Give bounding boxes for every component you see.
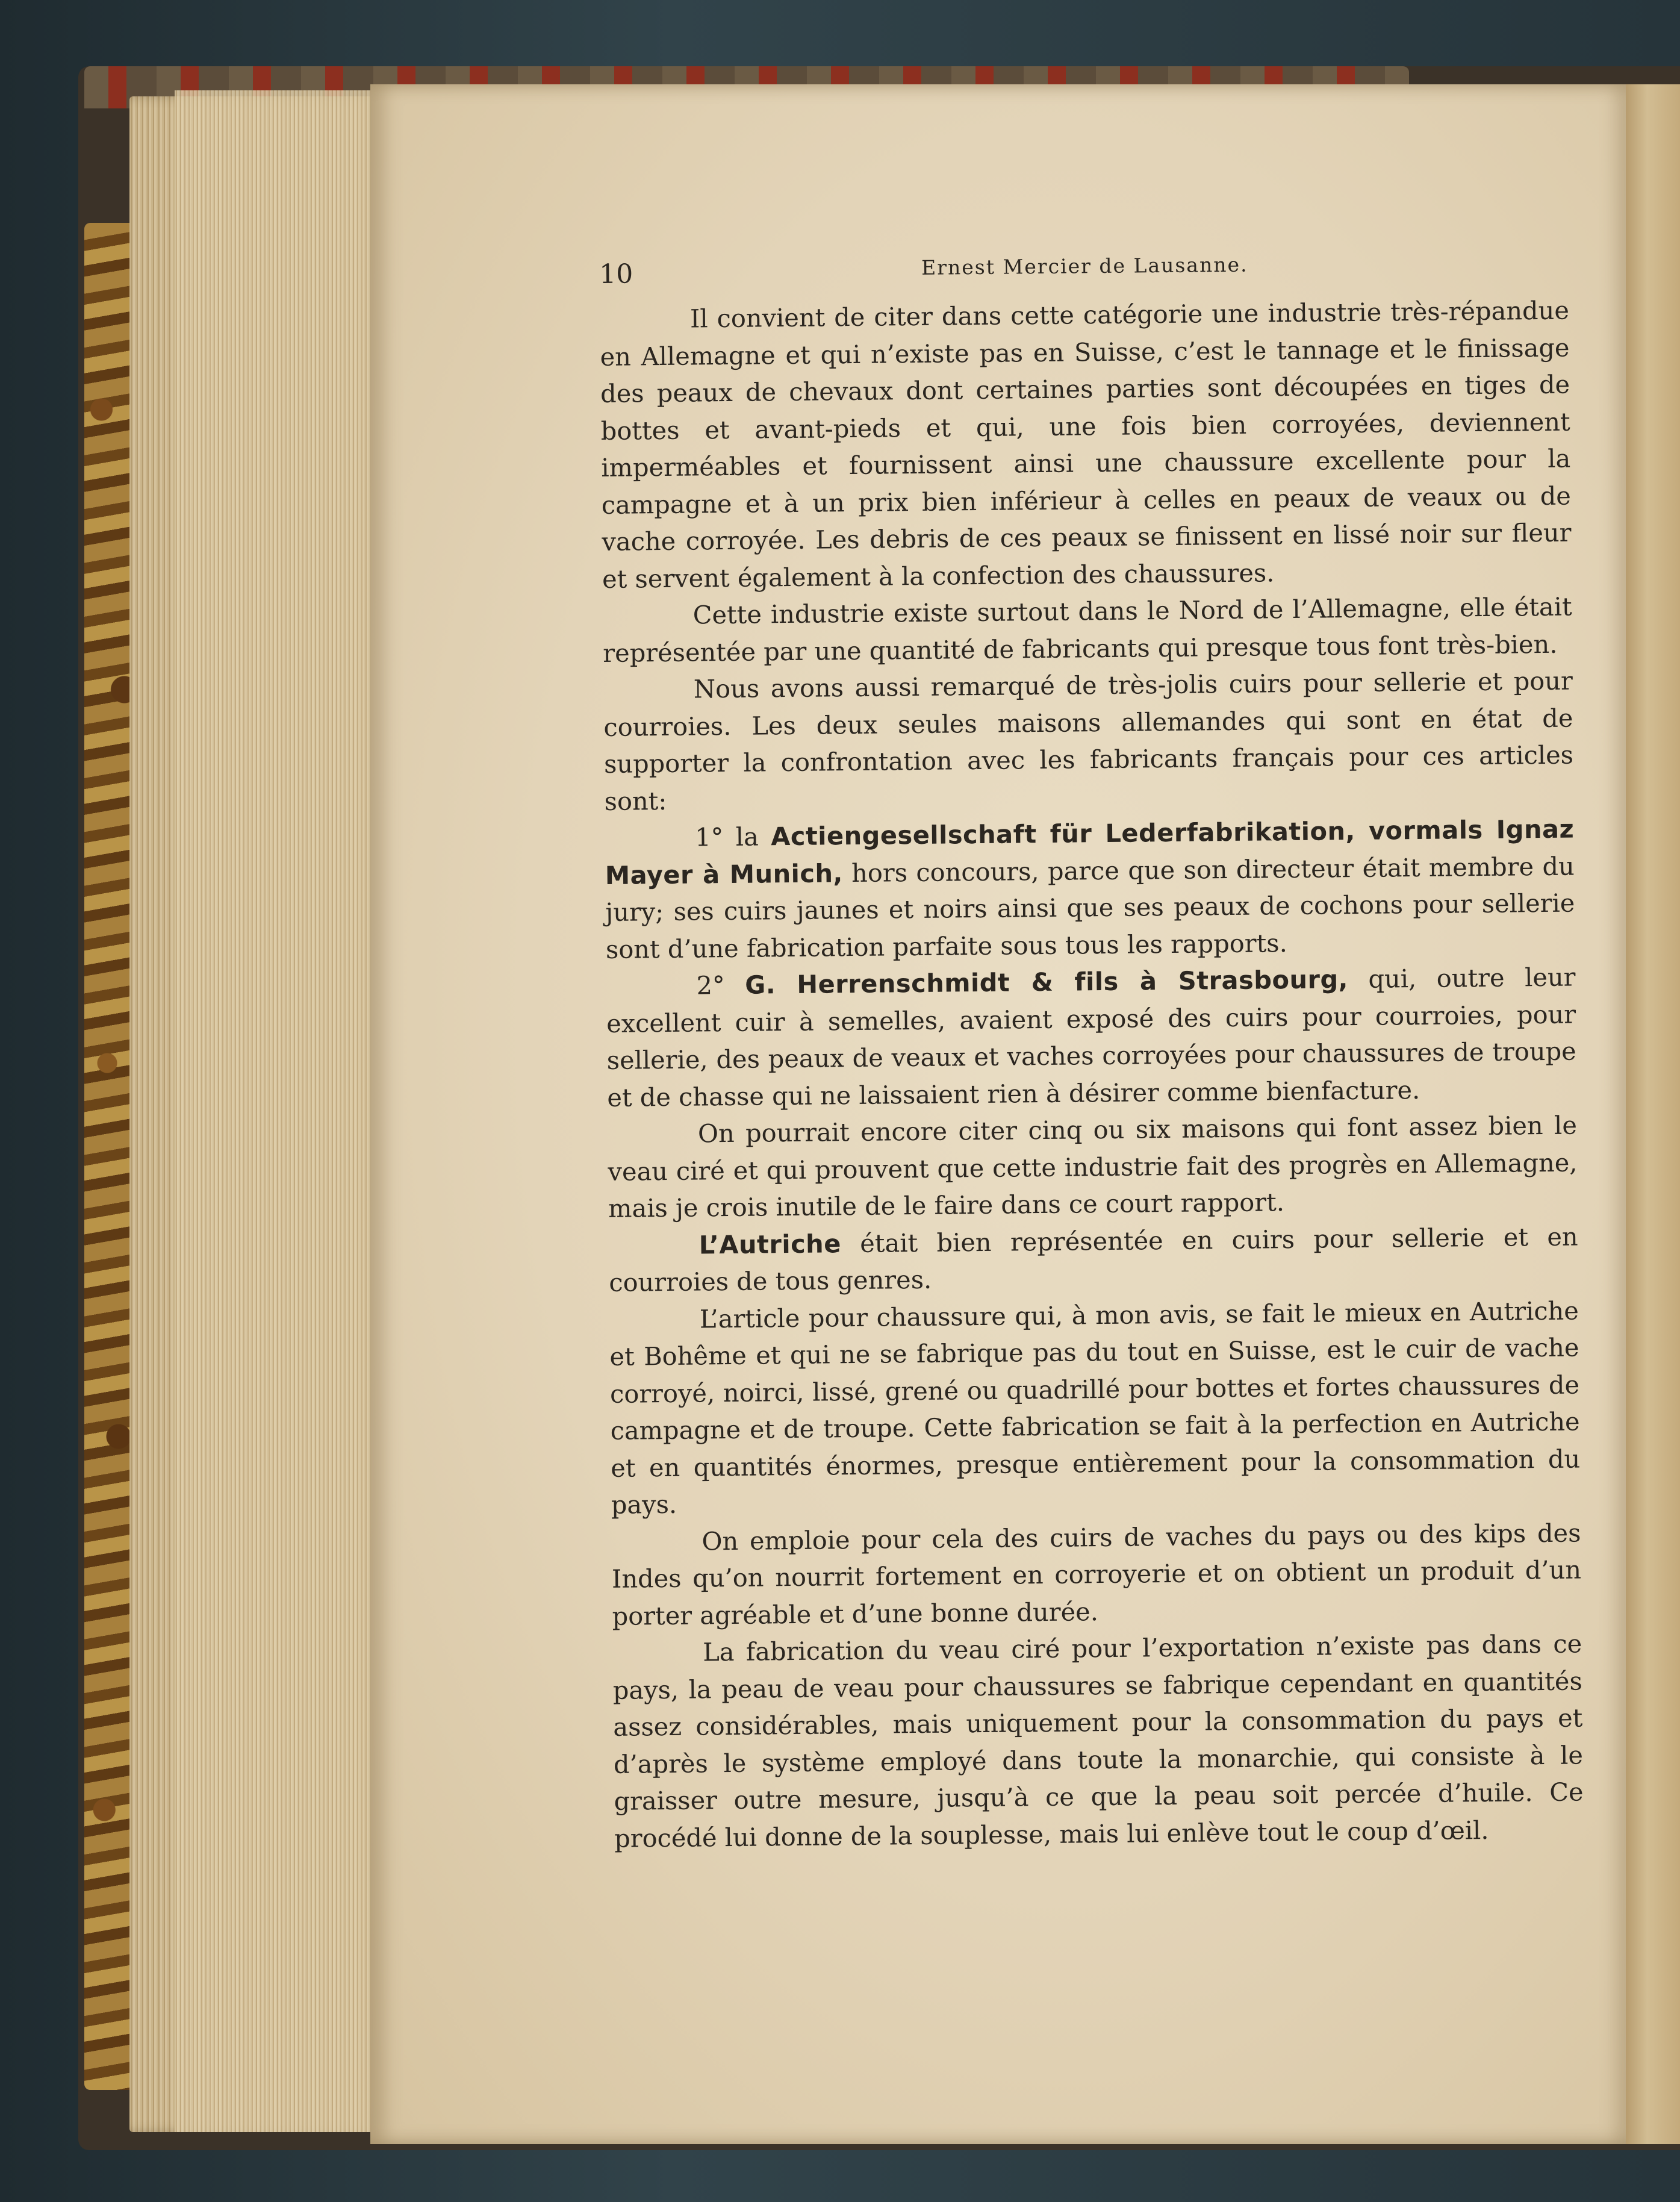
paragraph: [603, 663, 1574, 820]
page-number: 10: [599, 258, 633, 290]
page-stack-edges-inner: [175, 90, 373, 2132]
list-number: 1° la: [694, 822, 771, 852]
paragraph-text: La fabrication du veau ciré pour l’exportation n’existe pas dans ce pays, la peau de veau pour chaussures se fabrique cependant en quantités assez considérables, mais uniquement pour la consommation du pays et d’après le système employé dans toute la monarchie, qui consiste à le graisser outre mesure, jusqu’à ce que la peau soit percée d’huile. Ce procédé lui donne de la souplesse, mais lui enlève tout le coup d’œil.: [612, 1629, 1584, 1853]
facing-page-edge: [1626, 84, 1680, 2144]
paragraph: [608, 1106, 1578, 1227]
running-head: Ernest Mercier de Lausanne.: [921, 252, 1248, 279]
paragraph-text: Nous avons aussi remarqué de très-jolis cuirs pour sellerie et pour courroies. Les deux seules maisons allemandes qui sont en état de supporter la confrontation avec les fabricants français pour ces articles sont:: [603, 666, 1574, 816]
company-name: G. Herrenschmidt & fils à Strasbourg,: [745, 964, 1349, 1000]
paragraph: [608, 1218, 1578, 1301]
paragraph: [612, 1625, 1584, 1856]
paragraph-text: Cette industrie existe surtout dans le Nord de l’Allemagne, elle était représentée par une quantité de fabricants qui presque tous font très-bien.: [603, 591, 1572, 668]
page-content: [599, 250, 1584, 1857]
company-name: Actiengesellschaft für Lederfabrikation, vormals Ignaz Mayer à Munich,: [605, 814, 1575, 890]
paragraph-text: Il convient de citer dans cette catégorie une industrie très-répandue en Allemagne et qui n’existe pas en Suisse, c’est le tannage et le finissage des peaux de chevaux dont certaines parties sont découpées en tiges de bottes et avant-pieds et qui, une fois bien corroyées, deviennent imperméables et fournissent ainsi une chaussure excellente pour la campagne et à un prix bien inférieur à celles en peaux de veaux ou de vache corroyée. Les debris de ces peaux se finissent en lissé noir sur fleur et servent également à la confection des chaussures.: [600, 295, 1572, 594]
paragraph-text: qui, outre leur excellent cuir à semelles, avaient exposé des cuirs pour courroies, pour sellerie, des peaux de veaux et vaches corroyées pour chaussures de troupe et de chasse qui ne laissaient rien à désirer comme bienfacture.: [606, 962, 1576, 1112]
paragraph-text: On emploie pour cela des cuirs de vaches du pays ou des kips des Indes qu’on nourrit fortement en corroyerie et on obtient un produit d’un porter agréable et d’une bonne durée.: [611, 1517, 1582, 1631]
paragraph: [606, 958, 1576, 1115]
list-number: 2°: [696, 970, 745, 1000]
paragraph: [609, 1292, 1581, 1523]
paragraph-text: était bien représentée en cuirs pour sellerie et en courroies de tous genres.: [609, 1221, 1578, 1297]
paragraph: [600, 292, 1572, 597]
paragraph-text: L’article pour chaussure qui, à mon avis, se fait le mieux en Autriche et Bohême et qui ne se fabrique pas du tout en Suisse, est le cuir de vache corroyé, noirci, lissé, grené ou quadrillé pour bottes et fortes chaussures de campagne et de troupe. Cette fabrication se fait à la perfection en Autriche et en quantités énormes, presque entièrement pour la consommation du pays.: [609, 1295, 1581, 1520]
paragraph: [611, 1514, 1582, 1635]
country-name: L’Autriche: [698, 1228, 842, 1259]
paragraph-text: hors concours, parce que son directeur était membre du jury; ses cuirs jaunes et noirs ainsi que ses peaux de cochons pour sellerie sont d’une fabrication parfaite sous tous les rapports.: [605, 850, 1575, 964]
paragraph: [602, 588, 1572, 672]
book-page: [370, 84, 1626, 2144]
paragraph: [605, 811, 1575, 968]
paragraph-text: On pourrait encore citer cinq ou six maisons qui font assez bien le veau ciré et qui prouvent que cette industrie fait des progrès en Allemagne, mais je crois inutile de le faire dans ce court rapport.: [608, 1110, 1578, 1223]
